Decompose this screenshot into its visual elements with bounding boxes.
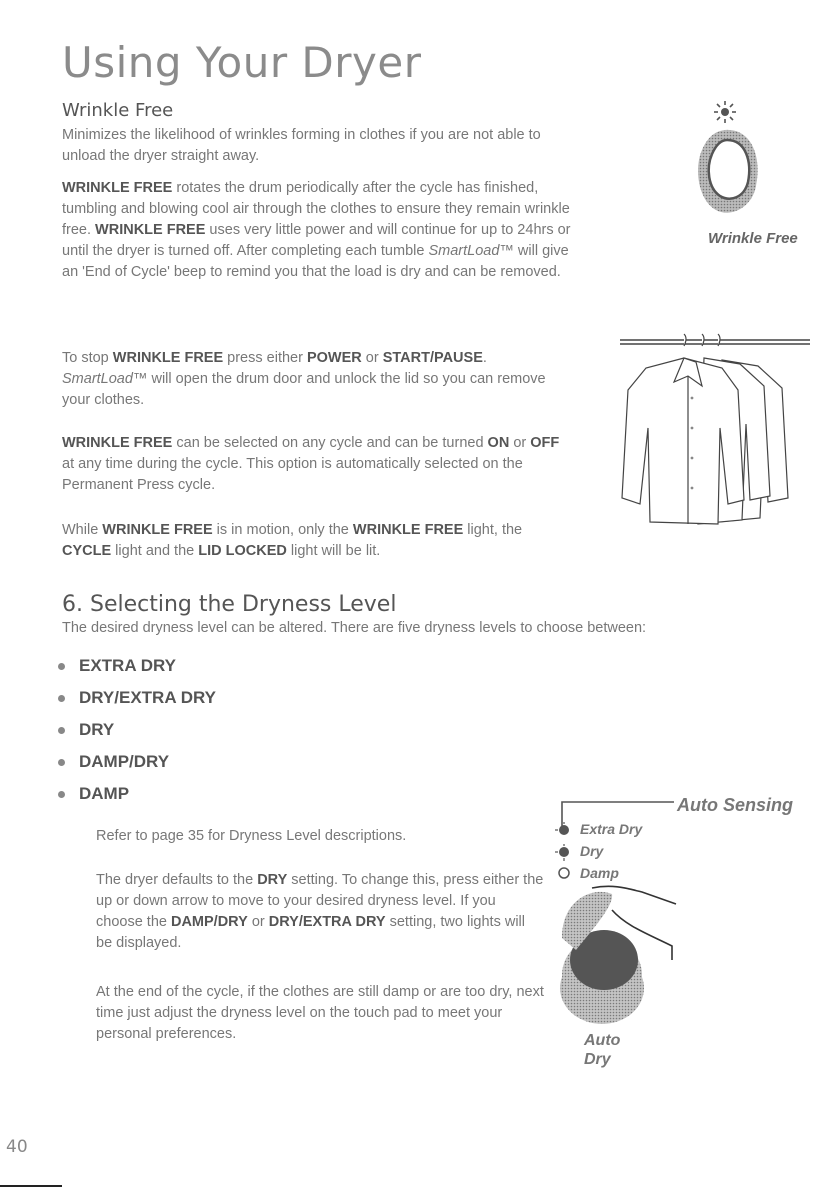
wrinkle-free-heading: Wrinkle Free: [62, 100, 174, 121]
page-title: Using Your Dryer: [62, 38, 422, 87]
hanging-shirts-illustration: [618, 328, 812, 528]
damp-option-label: Damp: [580, 865, 619, 881]
list-item: DAMP: [58, 778, 216, 810]
wrinkle-free-paragraph-2: WRINKLE FREE rotates the drum periodically after the cycle has finished, tumbling and blowing cool air through the clothes to ensure they remain wrinkle free. WRINKLE FREE uses very little power and will continue for up to 24hrs or until the dryer is turned off. After completing each tumble SmartLoad™ will give an 'End of Cycle' beep to remind you that the load is dry and can be removed.: [62, 180, 571, 280]
list-item: DRY: [58, 714, 216, 746]
footer-rule: [0, 1185, 62, 1187]
auto-sensing-label: Auto Sensing: [677, 795, 793, 815]
wrinkle-free-paragraph-3: To stop WRINKLE FREE press either POWER or START/PAUSE. SmartLoad™ will open the drum door and unlock the lid so you can remove your clothes.: [62, 350, 546, 408]
bullet-icon: [58, 791, 65, 798]
wrinkle-free-intro: Minimizes the likelihood of wrinkles forming in clothes if you are not able to unload the dryer straight away.: [62, 127, 541, 164]
list-item: EXTRA DRY: [58, 650, 216, 682]
extra-dry-option-label: Extra Dry: [580, 821, 643, 837]
dryness-paragraph-3: At the end of the cycle, if the clothes are still damp or are too dry, next time just adjust the dryness level on the touch pad to meet your personal preferences.: [96, 984, 544, 1042]
page-number: 40: [6, 1137, 28, 1157]
wrinkle-free-paragraph-4: WRINKLE FREE can be selected on any cycle and can be turned ON or OFF at any time during the cycle. This option is automatically selected on the Permanent Press cycle.: [62, 435, 560, 493]
list-item: DRY/EXTRA DRY: [58, 682, 216, 714]
bullet-icon: [58, 695, 65, 702]
auto-dry-label-line1: Auto: [584, 1032, 621, 1049]
auto-dry-label-line2: Dry: [584, 1051, 611, 1068]
dryness-level-list: [58, 650, 216, 810]
dryness-heading: 6. Selecting the Dryness Level: [62, 592, 397, 617]
dryness-paragraph-2: The dryer defaults to the DRY setting. To change this, press either the up or down arrow to move to your desired dryness level. If you choose the DAMP/DRY or DRY/EXTRA DRY setting, two lights will be displayed.: [96, 872, 544, 951]
dryness-intro: The desired dryness level can be altered. There are five dryness levels to choose between:: [62, 620, 647, 636]
dry-option-label: Dry: [580, 843, 604, 859]
wrinkle-free-button-icon: [690, 98, 780, 228]
bullet-icon: [58, 663, 65, 670]
wrinkle-free-paragraph-5: While WRINKLE FREE is in motion, only the WRINKLE FREE light, the CYCLE light and the LID LOCKED light will be lit.: [62, 522, 523, 559]
bullet-icon: [58, 759, 65, 766]
wrinkle-free-button-caption: Wrinkle Free: [708, 230, 798, 247]
bullet-icon: [58, 727, 65, 734]
dryness-paragraph-1: Refer to page 35 for Dryness Level descriptions.: [96, 828, 407, 844]
list-item: DAMP/DRY: [58, 746, 216, 778]
